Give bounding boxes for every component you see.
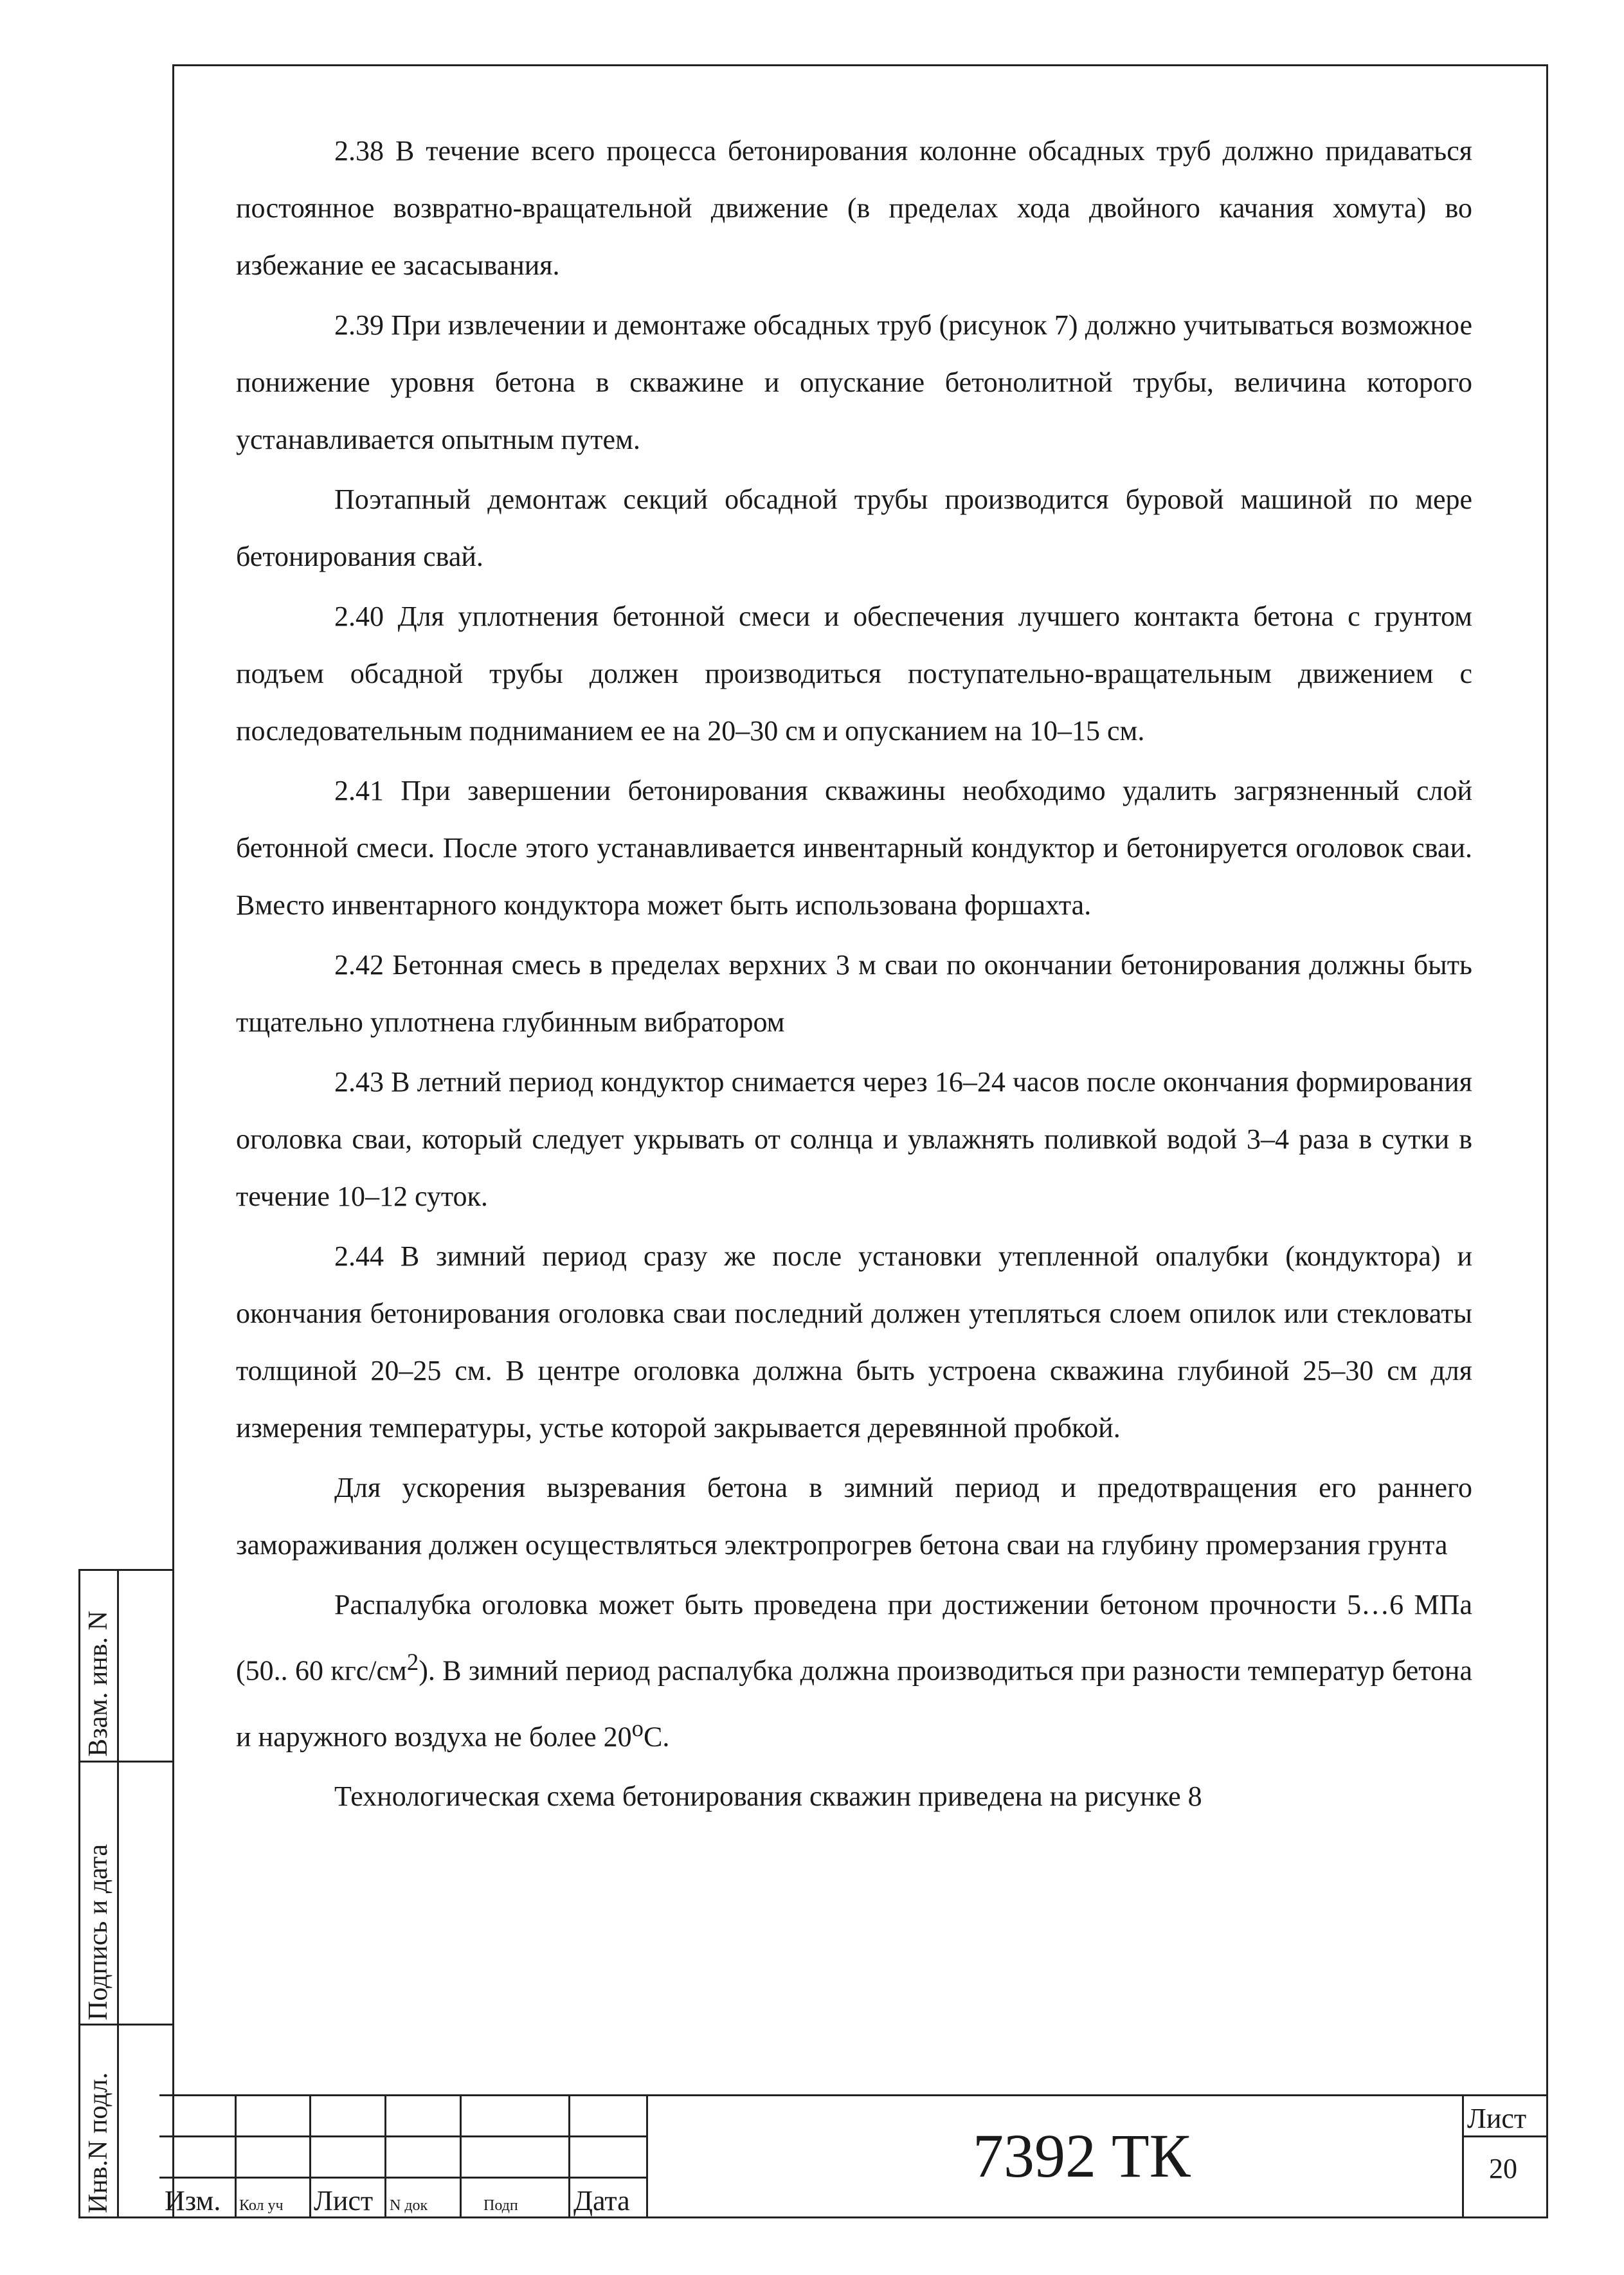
side-stamp — [78, 1569, 172, 2218]
paragraph-2-44: 2.44 В зимний период сразу же после установки утепленной опалубки (кондуктора) и окончания бетонирования оголовка сваи последний должен утепляться слоем опилок или стекловаты толщиной 20–25 см. В центре оголовка должна быть устроена скважина глубиной 25–30 см для измерения температуры, устье которой закрывается деревянной пробкой. — [236, 1240, 1472, 1444]
header-data: Дата — [573, 2185, 630, 2216]
paragraph-2-43: 2.43 В летний период кондуктор снимается через 16–24 часов после окончания формирования оголовка сваи, который следует укрывать от солнца и увлажнять поливкой водой 3–4 раза в сутки в течение 10–12 суток. — [236, 1066, 1472, 1212]
inv-podl-label: Инв.N подл. — [84, 2072, 113, 2213]
paragraph-formwork-removal — [236, 1576, 1472, 1765]
header-podp: Подп — [483, 2197, 518, 2214]
header-n-dok: N док — [390, 2197, 428, 2214]
paragraph-2-41: 2.41 При завершении бетонирования скважины необходимо удалить загрязненный слой бетонной смеси. После этого устанавливается инвентарный кондуктор и бетонируется оголовок сваи. Вместо инвентарного кондуктора может быть использована форшахта. — [236, 775, 1472, 921]
paragraph-2-40: 2.40 Для уплотнения бетонной смеси и обеспечения лучшего контакта бетона с грунтом подъем обсадной трубы должен производиться поступательно-вращательным движением с последовательным подниманием ее на 20–30 см и опусканием на 10–15 см. — [236, 601, 1472, 747]
col-divider-6 — [646, 2094, 648, 2218]
strength-text-middle: ). В зимний период распалубка должна производиться при разности температур бетона и наружного воздуха не более 20 — [236, 1654, 1473, 1753]
strength-text-after: С. — [643, 1721, 670, 1753]
paragraph-2-39: 2.39 При извлечении и демонтаже обсадных труб (рисунок 7) должно учитываться возможное понижение уровня бетона в скважине и опускание бетонолитной трубы, величина которого устанавливается опытным путем. — [236, 309, 1472, 455]
col-divider-sheet — [1462, 2094, 1464, 2218]
side-stamp-separator-2 — [78, 2024, 172, 2026]
col-divider-5 — [568, 2094, 570, 2218]
superscript-squared: 2 — [406, 1649, 419, 1675]
col-divider-2 — [309, 2094, 311, 2218]
paragraph-2-38: 2.38 В течение всего процесса бетонирования колонне обсадных труб должно придаваться постоянное возвратно-вращательной движение (в пределах хода двойного качания хомута) во избежание ее засасывания. — [236, 135, 1472, 281]
title-block — [159, 2094, 1548, 2218]
col-divider-1 — [235, 2094, 237, 2218]
vzam-inv-label: Взам. инв. N — [84, 1611, 113, 1757]
title-block-row-line-2 — [159, 2177, 646, 2179]
sheet-number: 20 — [1489, 2153, 1517, 2184]
header-list: Лист — [314, 2185, 374, 2216]
paragraph-figure-reference: Технологическая схема бетонирования скважин приведена на рисунке 8 — [334, 1781, 1202, 1813]
document-body — [236, 122, 1472, 1825]
sheet-label: Лист — [1467, 2103, 1527, 2134]
title-block-top-line — [159, 2094, 1548, 2096]
paragraph-dismantling: Поэтапный демонтаж секций обсадной трубы производится буровой машиной по мере бетонирования свай. — [236, 484, 1472, 572]
col-divider-4 — [460, 2094, 462, 2218]
paragraph-electroheating: Для ускорения вызревания бетона в зимний период и предотвращения его раннего замораживания должен осуществляться электропрогрев бетона сваи на глубину промерзания грунта — [236, 1472, 1472, 1561]
podpis-data-label: Подпись и дата — [84, 1844, 113, 2020]
title-block-row-line-1 — [159, 2135, 646, 2137]
side-stamp-separator-1 — [78, 1761, 172, 1763]
side-stamp-border-top — [78, 1569, 172, 1571]
document-code: 7392 ТК — [973, 2121, 1191, 2190]
side-stamp-border-bottom — [78, 2216, 172, 2218]
col-divider-3 — [384, 2094, 386, 2218]
paragraph-2-42: 2.42 Бетонная смесь в пределах верхних 3 м сваи по окончании бетонирования должны быть тщательно уплотнена глубинным вибратором — [236, 949, 1472, 1038]
header-izm: Изм. — [165, 2185, 221, 2216]
side-stamp-border-left — [78, 1569, 80, 2218]
superscript-degree: о — [631, 1714, 644, 1741]
sheet-cell-line — [1462, 2135, 1548, 2137]
strength-text-before: Распалубка оголовка может быть проведена при достижении бетоном прочности 5…6 МПа (50.. 60 кгс/см — [236, 1589, 1472, 1687]
side-stamp-divider — [117, 1569, 119, 2218]
header-kol-uch: Кол уч — [239, 2197, 284, 2214]
